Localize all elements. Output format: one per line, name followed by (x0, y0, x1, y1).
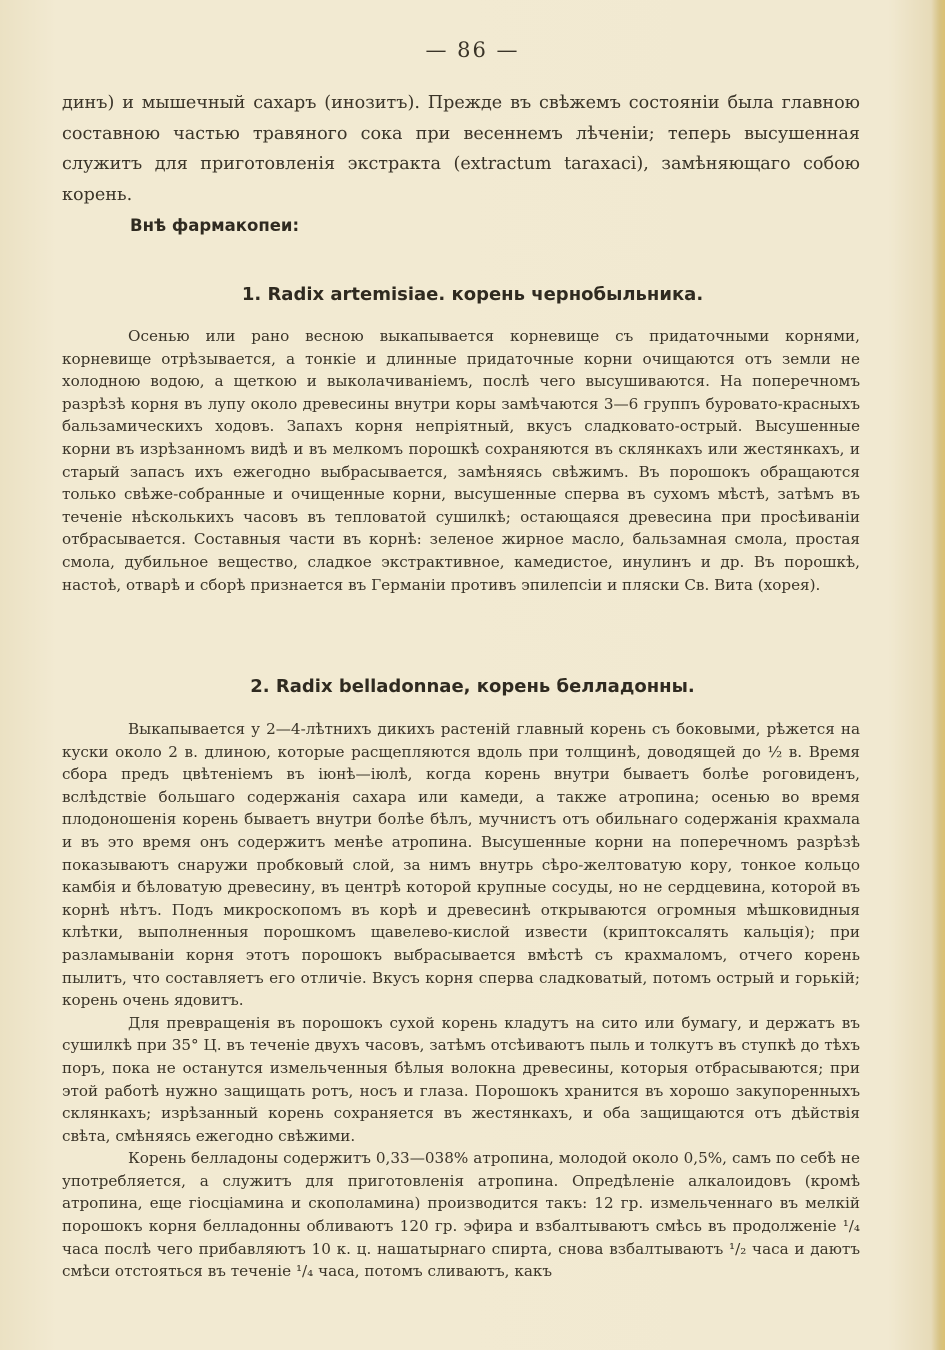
paragraph: Выкапывается у 2—4-лѣтнихъ дикихъ растеній главный корень съ боковыми, рѣжется на куски около 2 в. длиною, которые расщепляются вдоль при толщинѣ, доводящей до ½ в. Время сбора предъ цвѣтеніемъ въ іюнѣ—іюлѣ, когда корень внутри бываетъ болѣе роговиденъ, вслѣдствіе большаго содержанія сахара или камеди, а также атропина; осенью во время плодоношенія корень бываетъ внутри болѣе бѣлъ, мучнистъ отъ обильнаго содержанія крахмала и въ это время онъ содержитъ менѣе атропина. Высушенные корни на поперечномъ разрѣзѣ показываютъ снаружи пробковый слой, за нимъ внутрь сѣро-желтоватую кору, тонкое кольцо камбія и бѣловатую древесину, въ центрѣ которой крупные сосуды, но не сердцевина, которой въ корнѣ нѣтъ. Подъ микроскопомъ въ корѣ и древесинѣ открываются огромныя мѣшковидныя клѣтки, выполненныя порошкомъ щавелево-кислой извести (криптоксалять кальція); при разламываніи корня этотъ порошокъ выбрасывается вмѣстѣ съ крахмаломъ, отчего корень пылитъ, что составляетъ его отличіе. Вкусъ корня сперва сладковатый, потомъ острый и горькій; корень очень ядовитъ. (62, 720, 860, 1010)
section-body-belladonnae (62, 718, 860, 1283)
intro-text: динъ) и мышечный сахаръ (инозитъ). Прежде въ свѣжемъ состояніи была главною составною частью травяного сока при весеннемъ лѣченіи; теперь высушенная служитъ для приготовленія экстракта (extractum taraxaci), замѣняющаго собою корень. (62, 93, 860, 205)
intro-paragraph (62, 88, 860, 210)
paragraph: Для превращенія въ порошокъ сухой корень кладутъ на сито или бумагу, и держатъ въ сушилкѣ при 35° Ц. въ теченіе двухъ часовъ, затѣмъ отсѣиваютъ пыль и толкутъ въ ступкѣ до тѣхъ поръ, пока не останутся измельченныя бѣлыя волокна древесины, которыя отбрасываются; при этой работѣ нужно защищать ротъ, носъ и глаза. Порошокъ хранится въ хорошо закупоренныхъ склянкахъ; изрѣзанный корень сохраняется въ жестянкахъ, и оба защищаются отъ дѣйствія свѣта, смѣняясь ежегодно свѣжими. (62, 1013, 860, 1145)
section-body-artemisiae (62, 325, 860, 596)
paragraph: Корень белладоны содержитъ 0,33—038% атропина, молодой около 0,5%, самъ по себѣ не употребляется, а служитъ для приготовленія атропина. Опредѣленіе алкалоидовъ (кромѣ атропина, еще гіосціамина и скополамина) производится такъ: 12 гр. измельченнаго въ мелкій порошокъ корня белладонны обливаютъ 120 гр. эфира и взбалтываютъ смѣсь въ продолженіе ¹/₄ часа послѣ чего прибавляютъ 10 к. ц. нашатырнаго спирта, снова взбалтываютъ ¹/₂ часа и даютъ смѣси отстояться въ теченіе ¹/₄ часа, потомъ сливаютъ, какъ (62, 1149, 860, 1281)
page-edge-shadow (931, 0, 945, 1350)
section-heading-belladonnae: 2. Radix belladonnae, корень белладонны. (250, 676, 695, 697)
subheading-outside-pharmacopoeia: Внѣ фармакопеи: (130, 216, 300, 235)
page-number: — 86 — (425, 38, 520, 62)
section-heading-artemisiae: 1. Radix artemisiae. корень чернобыльника. (241, 284, 704, 305)
paragraph: Осенью или рано весною выкапывается корневище съ придаточными корнями, корневище отрѣзывается, а тонкіе и длинные придаточные корни очищаются отъ земли не холодною водою, а щеткою и выколачиваніемъ, послѣ чего высушиваются. На поперечномъ разрѣзѣ корня въ лупу около древесины внутри коры замѣчаются 3—6 группъ буровато-красныхъ бальзамическихъ ходовъ. Запахъ корня непріятный, вкусъ сладковато-острый. Высушенные корни въ изрѣзанномъ видѣ и въ мелкомъ порошкѣ сохраняются въ склянкахъ или жестянкахъ, и старый запасъ ихъ ежегодно выбрасывается, замѣняясь свѣжимъ. Въ порошокъ обращаются только свѣже-собранные и очищенные корни, высушенные сперва въ сухомъ мѣстѣ, затѣмъ въ теченіе нѣсколькихъ часовъ въ тепловатой сушилкѣ; остающаяся древесина при просѣиваніи отбрасывается. Составныя части въ корнѣ: зеленое жирное масло, бальзамная смола, простая смола, дубильное вещество, сладкое экстрактивное, камедистое, инулинъ и др. Въ порошкѣ, настоѣ, отварѣ и сборѣ признается въ Германіи противъ эпилепсіи и пляски Св. Вита (хорея). (62, 327, 860, 594)
